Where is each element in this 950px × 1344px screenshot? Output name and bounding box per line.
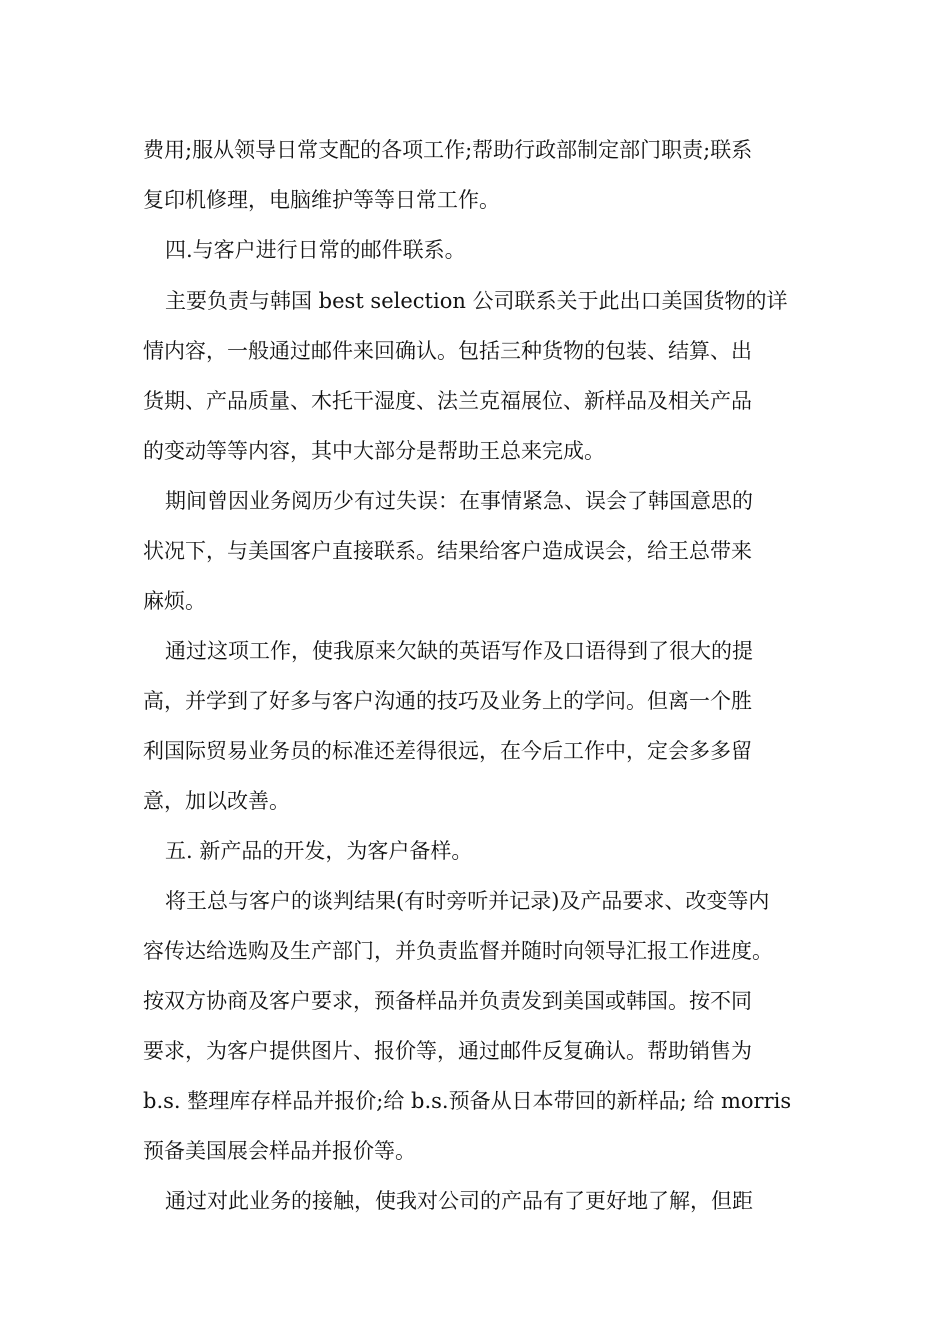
text-line: 主要负责与韩国 best selection 公司联系关于此出口美国货物的详 — [165, 289, 788, 313]
section-heading: 五. 新产品的开发，为客户备样。 — [165, 839, 473, 863]
text-line: 麻烦。 — [143, 589, 206, 613]
text-line: 通过对此业务的接触，使我对公司的产品有了更好地了解，但距 — [165, 1189, 753, 1213]
text-line: b.s. 整理库存样品并报价;给 b.s.预备从日本带回的新样品; 给 morris — [143, 1089, 792, 1113]
text-line: 利国际贸易业务员的标准还差得很远，在今后工作中，定会多多留 — [143, 739, 752, 763]
text-line: 期间曾因业务阅历少有过失误：在事情紧急、误会了韩国意思的 — [165, 489, 753, 513]
text-line: 通过这项工作，使我原来欠缺的英语写作及口语得到了很大的提 — [165, 639, 753, 663]
text-line: 状况下，与美国客户直接联系。结果给客户造成误会，给王总带来 — [143, 539, 752, 563]
section-heading: 四.与客户进行日常的邮件联系。 — [165, 238, 466, 262]
text-line: 高，并学到了好多与客户沟通的技巧及业务上的学问。但离一个胜 — [143, 689, 752, 713]
text-line: 复印机修理，电脑维护等等日常工作。 — [143, 188, 500, 212]
text-line: 的变动等等内容，其中大部分是帮助王总来完成。 — [143, 439, 605, 463]
text-line: 预备美国展会样品并报价等。 — [143, 1139, 416, 1163]
text-line: 意，加以改善。 — [143, 789, 290, 813]
text-line: 要求，为客户提供图片、报价等，通过邮件反复确认。帮助销售为 — [143, 1039, 752, 1063]
text-line: 货期、产品质量、木托干湿度、法兰克福展位、新样品及相关产品 — [143, 389, 752, 413]
text-line: 将王总与客户的谈判结果(有时旁听并记录)及产品要求、改变等内 — [165, 889, 770, 913]
text-line: 情内容，一般通过邮件来回确认。包括三种货物的包装、结算、出 — [143, 339, 752, 363]
text-line: 按双方协商及客户要求，预备样品并负责发到美国或韩国。按不同 — [143, 989, 752, 1013]
text-line: 费用;服从领导日常支配的各项工作;帮助行政部制定部门职责;联系 — [143, 138, 753, 162]
text-line: 容传达给选购及生产部门，并负责监督并随时向领导汇报工作进度。 — [143, 939, 773, 963]
